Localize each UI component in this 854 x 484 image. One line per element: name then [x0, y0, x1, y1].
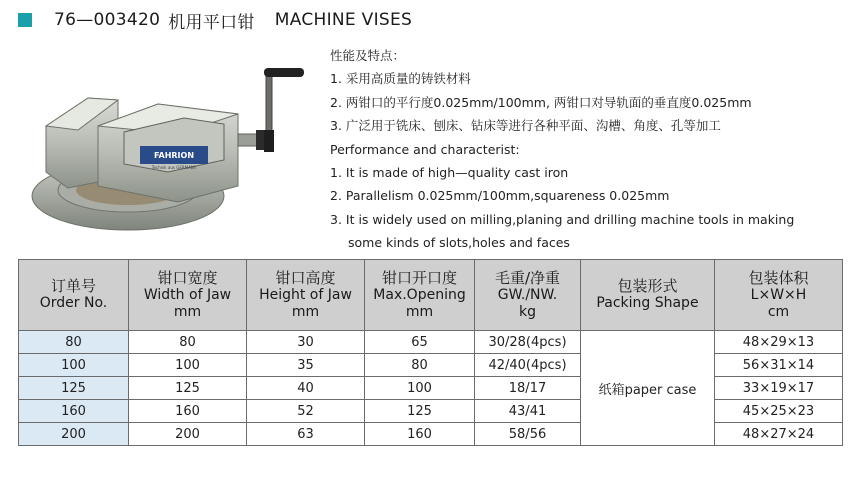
feature-cn-2: 2. 两钳口的平行度0.025mm/100mm, 两钳口对导轨面的垂直度0.025mm [330, 94, 752, 110]
cell-order: 200 [19, 423, 129, 446]
table-row [19, 423, 843, 446]
cell-opening: 160 [365, 423, 475, 446]
cell-opening: 125 [365, 400, 475, 423]
table-row [19, 377, 843, 400]
cell-width: 100 [129, 354, 247, 377]
cell-weight: 18/17 [475, 377, 581, 400]
header-height: 钳口高度 Height of Jaw mm [247, 260, 365, 331]
header-packing: 包装形式 Packing Shape [581, 260, 715, 331]
cell-height: 30 [247, 331, 365, 354]
cell-order: 80 [19, 331, 129, 354]
header-weight: 毛重/净重 GW./NW. kg [475, 260, 581, 331]
cell-height: 35 [247, 354, 365, 377]
cell-packing: 纸箱paper case [581, 331, 715, 446]
brand-subtitle: Technik aus GERMANY [151, 165, 197, 170]
cell-volume: 48×29×13 [715, 331, 843, 354]
spec-table [18, 259, 843, 446]
table-row [19, 354, 843, 377]
features-section [330, 44, 850, 255]
cell-volume: 45×25×23 [715, 400, 843, 423]
cell-height: 40 [247, 377, 365, 400]
header-volume: 包装体积 L×W×H cm [715, 260, 843, 331]
feature-en-1: 1. It is made of high—quality cast iron [330, 165, 569, 181]
header-width: 钳口宽度 Width of Jaw mm [129, 260, 247, 331]
cell-opening: 65 [365, 331, 475, 354]
feature-cn-3: 3. 广泛用于铣床、刨床、钻床等进行各种平面、沟槽、角度、孔等加工 [330, 118, 721, 134]
cell-height: 63 [247, 423, 365, 446]
cell-order: 100 [19, 354, 129, 377]
cell-volume: 56×31×14 [715, 354, 843, 377]
feature-en-2: 2. Parallelism 0.025mm/100mm,squareness 0.025mm [330, 188, 670, 204]
cell-volume: 48×27×24 [715, 423, 843, 446]
machine-vise-photo [28, 68, 306, 238]
feature-cn-1: 1. 采用高质量的铸铁材料 [330, 71, 471, 87]
feature-en-3-cont: some kinds of slots,holes and faces [348, 235, 570, 251]
cell-weight: 42/40(4pcs) [475, 354, 581, 377]
cell-order: 160 [19, 400, 129, 423]
header-order: 订单号 Order No. [19, 260, 129, 331]
cell-weight: 43/41 [475, 400, 581, 423]
cell-width: 200 [129, 423, 247, 446]
cell-width: 160 [129, 400, 247, 423]
cell-weight: 30/28(4pcs) [475, 331, 581, 354]
product-name-en: MACHINE VISES [274, 10, 413, 30]
features-heading-en: Performance and characterist: [330, 141, 520, 157]
header-opening: 钳口开口度 Max.Opening mm [365, 260, 475, 331]
cell-order: 125 [19, 377, 129, 400]
cell-opening: 80 [365, 354, 475, 377]
features-heading-cn: 性能及特点： [330, 48, 406, 63]
product-name-cn: 机用平口钳 [168, 12, 255, 33]
brand-label: FAHRION [153, 151, 195, 160]
cell-weight: 58/56 [475, 423, 581, 446]
product-code: 76—003420 [54, 10, 161, 30]
cell-width: 80 [129, 331, 247, 354]
title-bar [18, 8, 412, 32]
table-row [19, 400, 843, 423]
cell-opening: 100 [365, 377, 475, 400]
table-row [19, 331, 843, 354]
cell-height: 52 [247, 400, 365, 423]
cell-width: 125 [129, 377, 247, 400]
cell-volume: 33×19×17 [715, 377, 843, 400]
table-header-row [19, 260, 843, 331]
title-marker [18, 13, 32, 27]
feature-en-3: 3. It is widely used on milling,planing and drilling machine tools in making [330, 211, 795, 227]
